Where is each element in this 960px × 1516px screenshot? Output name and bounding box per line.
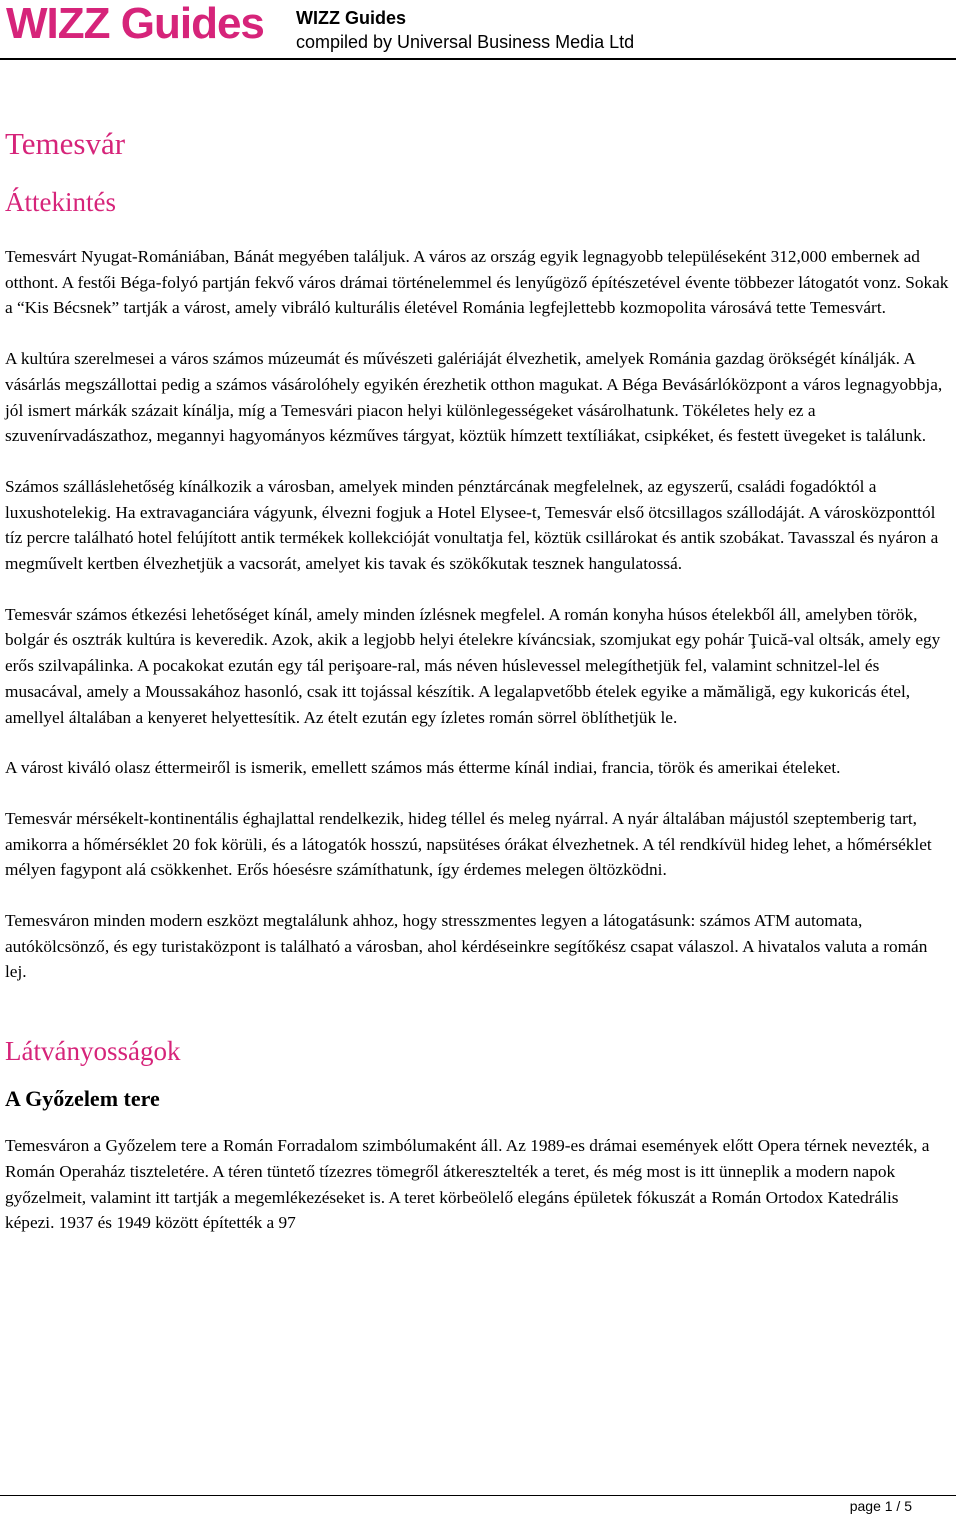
logo-wizz-text: WIZZ <box>6 0 110 48</box>
city-title: Temesvár <box>5 126 126 161</box>
page-number: page 1 / 5 <box>849 1498 912 1514</box>
wizz-guides-logo <box>6 0 264 48</box>
header-text <box>296 6 634 54</box>
header-subtitle: compiled by Universal Business Media Ltd <box>296 32 635 52</box>
paragraph-food: Temesvár számos étkezési lehetőséget kínál, amely minden ízlésnek megfelel. A román konyha húsos ételekből áll, amelyben török, bolgár és osztrák kultúra is keveredik. Azok, akik a legjobb helyi ételekre kíváncsiak, szomjukat egy pohár Ţuică-val oltsák, amely egy erős szilvapálinka. A pocakokat ezután egy tál perişoare-ral, más néven húslevessel melegíthetjük fel, valamint schnitzel-lel és musacával, amely a Moussakához hasonló, csak itt tojással készítik. A legalapvetőbb ételek egyike a mămăligă, egy kukoricás étel, amellyel általában a kenyeret helyettesítik. Az ételt ezután egy ízletes román sörrel öblíthetjük le. <box>5 604 941 727</box>
paragraph-restaurants: A várost kiváló olasz éttermeiről is ismerik, emellett számos más étterme kínál indiai, francia, török és amerikai ételeket. <box>5 758 841 778</box>
paragraph-culture: A kultúra szerelmesei a város számos múzeumát és művészeti galériáját élvezhetik, amelyek Románia gazdag örökségét kínálják. A vásárlás megszállottai pedig a számos vásárolóhely egyikén érezhetik otthon magukat. A Béga Bevásárlóközpont a város legnagyobbja, jól ismert márkák százait kínálja, míg a Temesvári piacon helyi különlegességeket vásárolhatunk. Tökéletes hely ez a szuvenírvadászathoz, megannyi hagyományos kézműves tárgyat, köztük hímzett textíliákat, csipkéket, és festett üvegeket is találunk. <box>5 349 943 446</box>
paragraph-climate: Temesvár mérsékelt-kontinentális éghajlattal rendelkezik, hideg téllel és meleg nyárral. A nyár általában májustól szeptemberig tart, amikorra a hőmérséklet 20 fok körüli, és a látogatók hosszú, napsütéses órákat élvezhetnek. A tél rendkívül hideg lehet, a hőmérséklet mélyen fagypont alá csökkenhet. Erős hóesésre számíthatunk, így érdemes melegen öltözködni. <box>5 808 932 880</box>
page-header <box>0 0 960 60</box>
sights-heading: Látványosságok <box>5 1036 181 1067</box>
document-body <box>5 120 950 1261</box>
paragraph-accommodation: Számos szálláslehetőség kínálkozik a városban, amelyek minden pénztárcának megfelelnek, az egyszerű, családi fogadóktól a luxushotelekig. Ha extravaganciára vágyunk, élvezni fogjuk a Hotel Elysee-t, Temesvár első ötcsillagos szállodáját. A városközponttól tíz percre található hotel felújított antik termékek kollekcióját vonultatja fel, köztük csillárokat és antik szobákat. Tavasszal és nyáron a megművelt kertben élvezhetjük a vacsorát, amelyet kis tavak és szökőkutak tesznek hangulatossá. <box>5 476 939 574</box>
header-divider <box>0 58 956 60</box>
paragraph-intro: Temesvárt Nyugat-Romániában, Bánát megyében találjuk. A város az ország egyik legnagyobb településeként 312,000 embernek ad otthont. A festői Béga-folyó partján fekvő város drámai történelemmel és lenyűgöző építészetével évente többezer látogatót vonz. Sokak a “Kis Bécsnek” tartják a várost, amely vibráló kulturális életével Románia legfejlettebb kozmopolita városává tette Temesvárt. <box>5 247 949 318</box>
paragraph-sight: Temesváron a Győzelem tere a Román Forradalom szimbólumaként áll. Az 1989-es drámai események előtt Opera térnek nevezték, a Román Operaház tiszteletére. A téren tüntető tízezres tömegről átkeresztelték a teret, és még most is itt ünneplik a modern napok győzelmeit, valamint itt tartják a megemlékezéseket is. A teret körbeölelő elegáns épületek fókuszát a Román Ortodox Katedrális képezi. 1937 és 1949 között építették a 97 <box>5 1136 930 1233</box>
sight-title: A Győzelem tere <box>5 1086 160 1112</box>
paragraph-facilities: Temesváron minden modern eszközt megtalálunk ahhoz, hogy stresszmentes legyen a látogatásunk: számos ATM automata, autókölcsönző, és egy turistaközpont is található a városban, ahol kérdéseinkre segítőkész csapat válaszol. A hivatalos valuta a román lej. <box>5 911 928 982</box>
header-title: WIZZ Guides <box>296 8 406 28</box>
overview-heading: Áttekintés <box>5 187 116 217</box>
logo-guides-text: Guides <box>120 0 264 48</box>
footer-divider <box>0 1495 956 1496</box>
